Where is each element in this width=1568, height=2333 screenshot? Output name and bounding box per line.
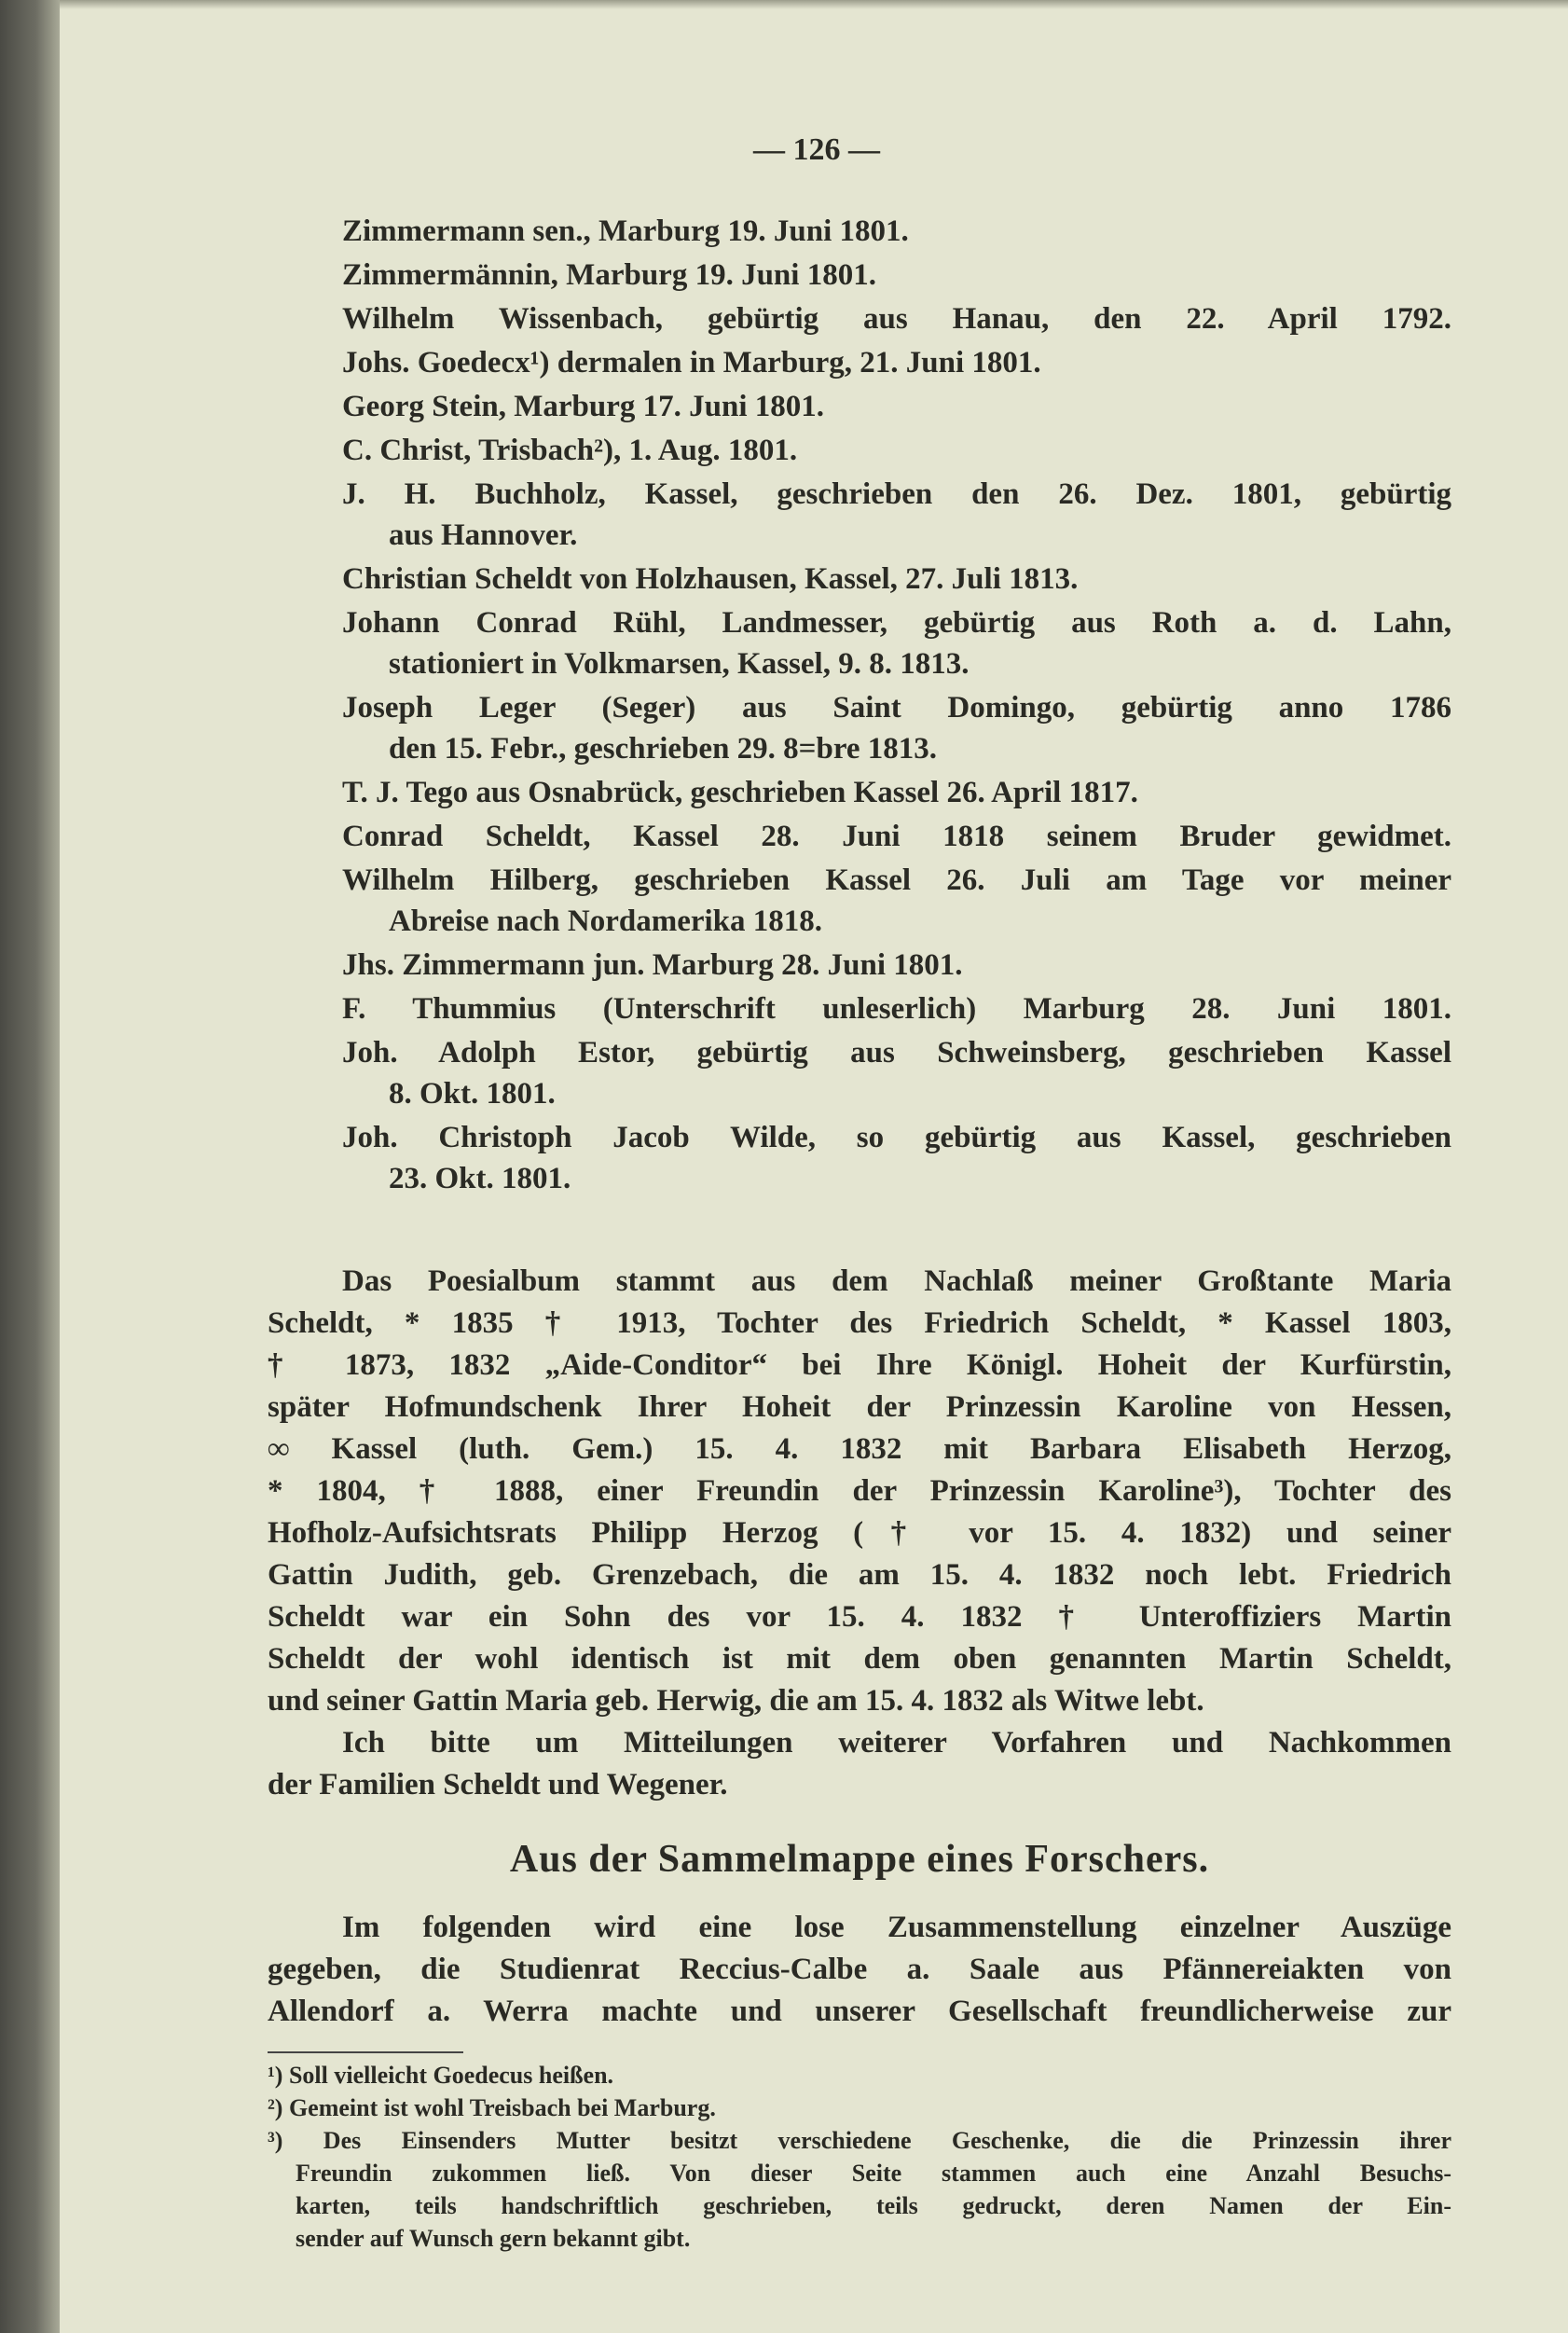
footnote [268, 2091, 1451, 2124]
album-entry [342, 298, 1451, 339]
text-line: Conrad Scheldt, Kassel 28. Juni 1818 seinem Bruder gewidmet. [342, 820, 1451, 853]
text-line: Freundin zukommen ließ. Von dieser Seite stammen auch eine Anzahl Besuchs- [296, 2160, 1451, 2187]
album-entry [342, 816, 1451, 857]
text-line: Zimmermännin, Marburg 19. Juni 1801. [342, 258, 876, 292]
text-line: sender auf Wunsch gern bekannt gibt. [296, 2225, 691, 2252]
text-line: aus Hannover. [389, 518, 578, 552]
text-line: * 1804, † 1888, einer Freundin der Prinzessin Karoline³), Tochter des [268, 1474, 1451, 1508]
text-line: Im folgenden wird eine lose Zusammenstellung einzelner Auszüge [342, 1911, 1451, 1944]
scan-top-edge [60, 0, 1568, 9]
footnote [268, 2124, 1451, 2255]
text-line: Joh. Christoph Jacob Wilde, so gebürtig aus Kassel, geschrieben [342, 1121, 1451, 1154]
album-entry [342, 602, 1451, 684]
text-line: Abreise nach Nordamerika 1818. [389, 904, 823, 938]
page-number: — 126 — [753, 132, 880, 167]
album-entry [342, 386, 1451, 427]
album-entry [342, 945, 1451, 986]
album-entry [342, 255, 1451, 296]
album-entry [342, 559, 1451, 600]
text-line: Joseph Leger (Seger) aus Saint Domingo, gebürtig anno 1786 [342, 691, 1451, 725]
text-line: Johann Conrad Rühl, Landmesser, gebürtig aus Roth a. d. Lahn, [342, 606, 1451, 640]
text-line: Wilhelm Hilberg, geschrieben Kassel 26. Juli am Tage vor meiner [342, 863, 1451, 897]
text-line: gegeben, die Studienrat Reccius-Calbe a. Saale aus Pfännereiakten von [268, 1953, 1451, 1986]
album-entry [342, 687, 1451, 769]
album-entry [342, 988, 1451, 1029]
text-line: karten, teils handschriftlich geschrieben, teils gedruckt, deren Namen der Ein- [296, 2192, 1451, 2219]
footnote-divider [268, 2051, 463, 2053]
text-line: Scheldt, * 1835 † 1913, Tochter des Friedrich Scheldt, * Kassel 1803, [268, 1306, 1451, 1340]
text-line: Christian Scheldt von Holzhausen, Kassel, 27. Juli 1813. [342, 562, 1079, 596]
text-line: Das Poesialbum stammt aus dem Nachlaß meiner Großtante Maria [342, 1264, 1451, 1298]
text-line: Jhs. Zimmermann jun. Marburg 28. Juni 1801. [342, 948, 963, 982]
text-line: F. Thummius (Unterschrift unleserlich) Marburg 28. Juni 1801. [342, 992, 1451, 1026]
text-line: 23. Okt. 1801. [389, 1162, 571, 1195]
text-line: Ich bitte um Mitteilungen weiterer Vorfahren und Nachkommen [342, 1726, 1451, 1760]
text-line: ¹) Soll vielleicht Goedecus heißen. [268, 2062, 614, 2089]
text-line: später Hofmundschenk Ihrer Hoheit der Prinzessin Karoline von Hessen, [268, 1390, 1451, 1424]
text-line: Wilhelm Wissenbach, gebürtig aus Hanau, den 22. April 1792. [342, 302, 1451, 336]
section-paragraph [268, 1907, 1451, 2033]
text-line: T. J. Tego aus Osnabrück, geschrieben Kassel 26. April 1817. [342, 776, 1138, 809]
text-line: Georg Stein, Marburg 17. Juni 1801. [342, 390, 824, 423]
text-line: Joh. Adolph Estor, gebürtig aus Schweinsberg, geschrieben Kassel [342, 1036, 1451, 1070]
footnotes [268, 2059, 1451, 2255]
text-line: ²) Gemeint ist wohl Treisbach bei Marburg. [268, 2094, 716, 2121]
text-line: Scheldt war ein Sohn des vor 15. 4. 1832 † Unteroffiziers Martin [268, 1600, 1451, 1634]
scan-edge [0, 0, 60, 2333]
text-line: Zimmermann sen., Marburg 19. Juni 1801. [342, 214, 909, 248]
text-line: Johs. Goedecx¹) dermalen in Marburg, 21. Juni 1801. [342, 346, 1041, 380]
paragraph [268, 1722, 1451, 1806]
text-line: Hofholz-Aufsichtsrats Philipp Herzog († vor 15. 4. 1832) und seiner [268, 1516, 1451, 1550]
text-line: ³) Des Einsenders Mutter besitzt verschiedene Geschenke, die die Prinzessin ihrer [268, 2127, 1451, 2154]
album-entry [342, 1117, 1451, 1199]
album-entry [342, 474, 1451, 556]
text-line: † 1873, 1832 „Aide-Conditor“ bei Ihre Königl. Hoheit der Kurfürstin, [268, 1348, 1451, 1382]
text-line: den 15. Febr., geschrieben 29. 8=bre 1813. [389, 732, 938, 766]
text-line: der Familien Scheldt und Wegener. [268, 1768, 728, 1802]
album-entry [342, 342, 1451, 383]
commentary-paragraphs [268, 1261, 1451, 1806]
text-line: Gattin Judith, geb. Grenzebach, die am 15. 4. 1832 noch lebt. Friedrich [268, 1558, 1451, 1592]
text-line: ∞ Kassel (luth. Gem.) 15. 4. 1832 mit Barbara Elisabeth Herzog, [268, 1432, 1451, 1466]
section-heading: Aus der Sammelmappe eines Forschers. [509, 1838, 1210, 1881]
album-entry [342, 430, 1451, 471]
footnote [268, 2059, 1451, 2091]
text-line: J. H. Buchholz, Kassel, geschrieben den 26. Dez. 1801, gebürtig [342, 477, 1451, 511]
album-entry [342, 772, 1451, 813]
text-line: Scheldt der wohl identisch ist mit dem oben genannten Martin Scheldt, [268, 1642, 1451, 1676]
text-line: und seiner Gattin Maria geb. Herwig, die am 15. 4. 1832 als Witwe lebt. [268, 1684, 1204, 1718]
album-entry [342, 860, 1451, 942]
paragraph [268, 1261, 1451, 1722]
text-line: 8. Okt. 1801. [389, 1077, 556, 1111]
text-line: C. Christ, Trisbach²), 1. Aug. 1801. [342, 434, 798, 467]
album-entry [342, 211, 1451, 252]
text-line: stationiert in Volkmarsen, Kassel, 9. 8. 1813. [389, 647, 970, 681]
text-line: Allendorf a. Werra machte und unserer Gesellschaft freundlicherweise zur [268, 1995, 1451, 2028]
album-entries-list [342, 211, 1451, 1202]
album-entry [342, 1032, 1451, 1114]
